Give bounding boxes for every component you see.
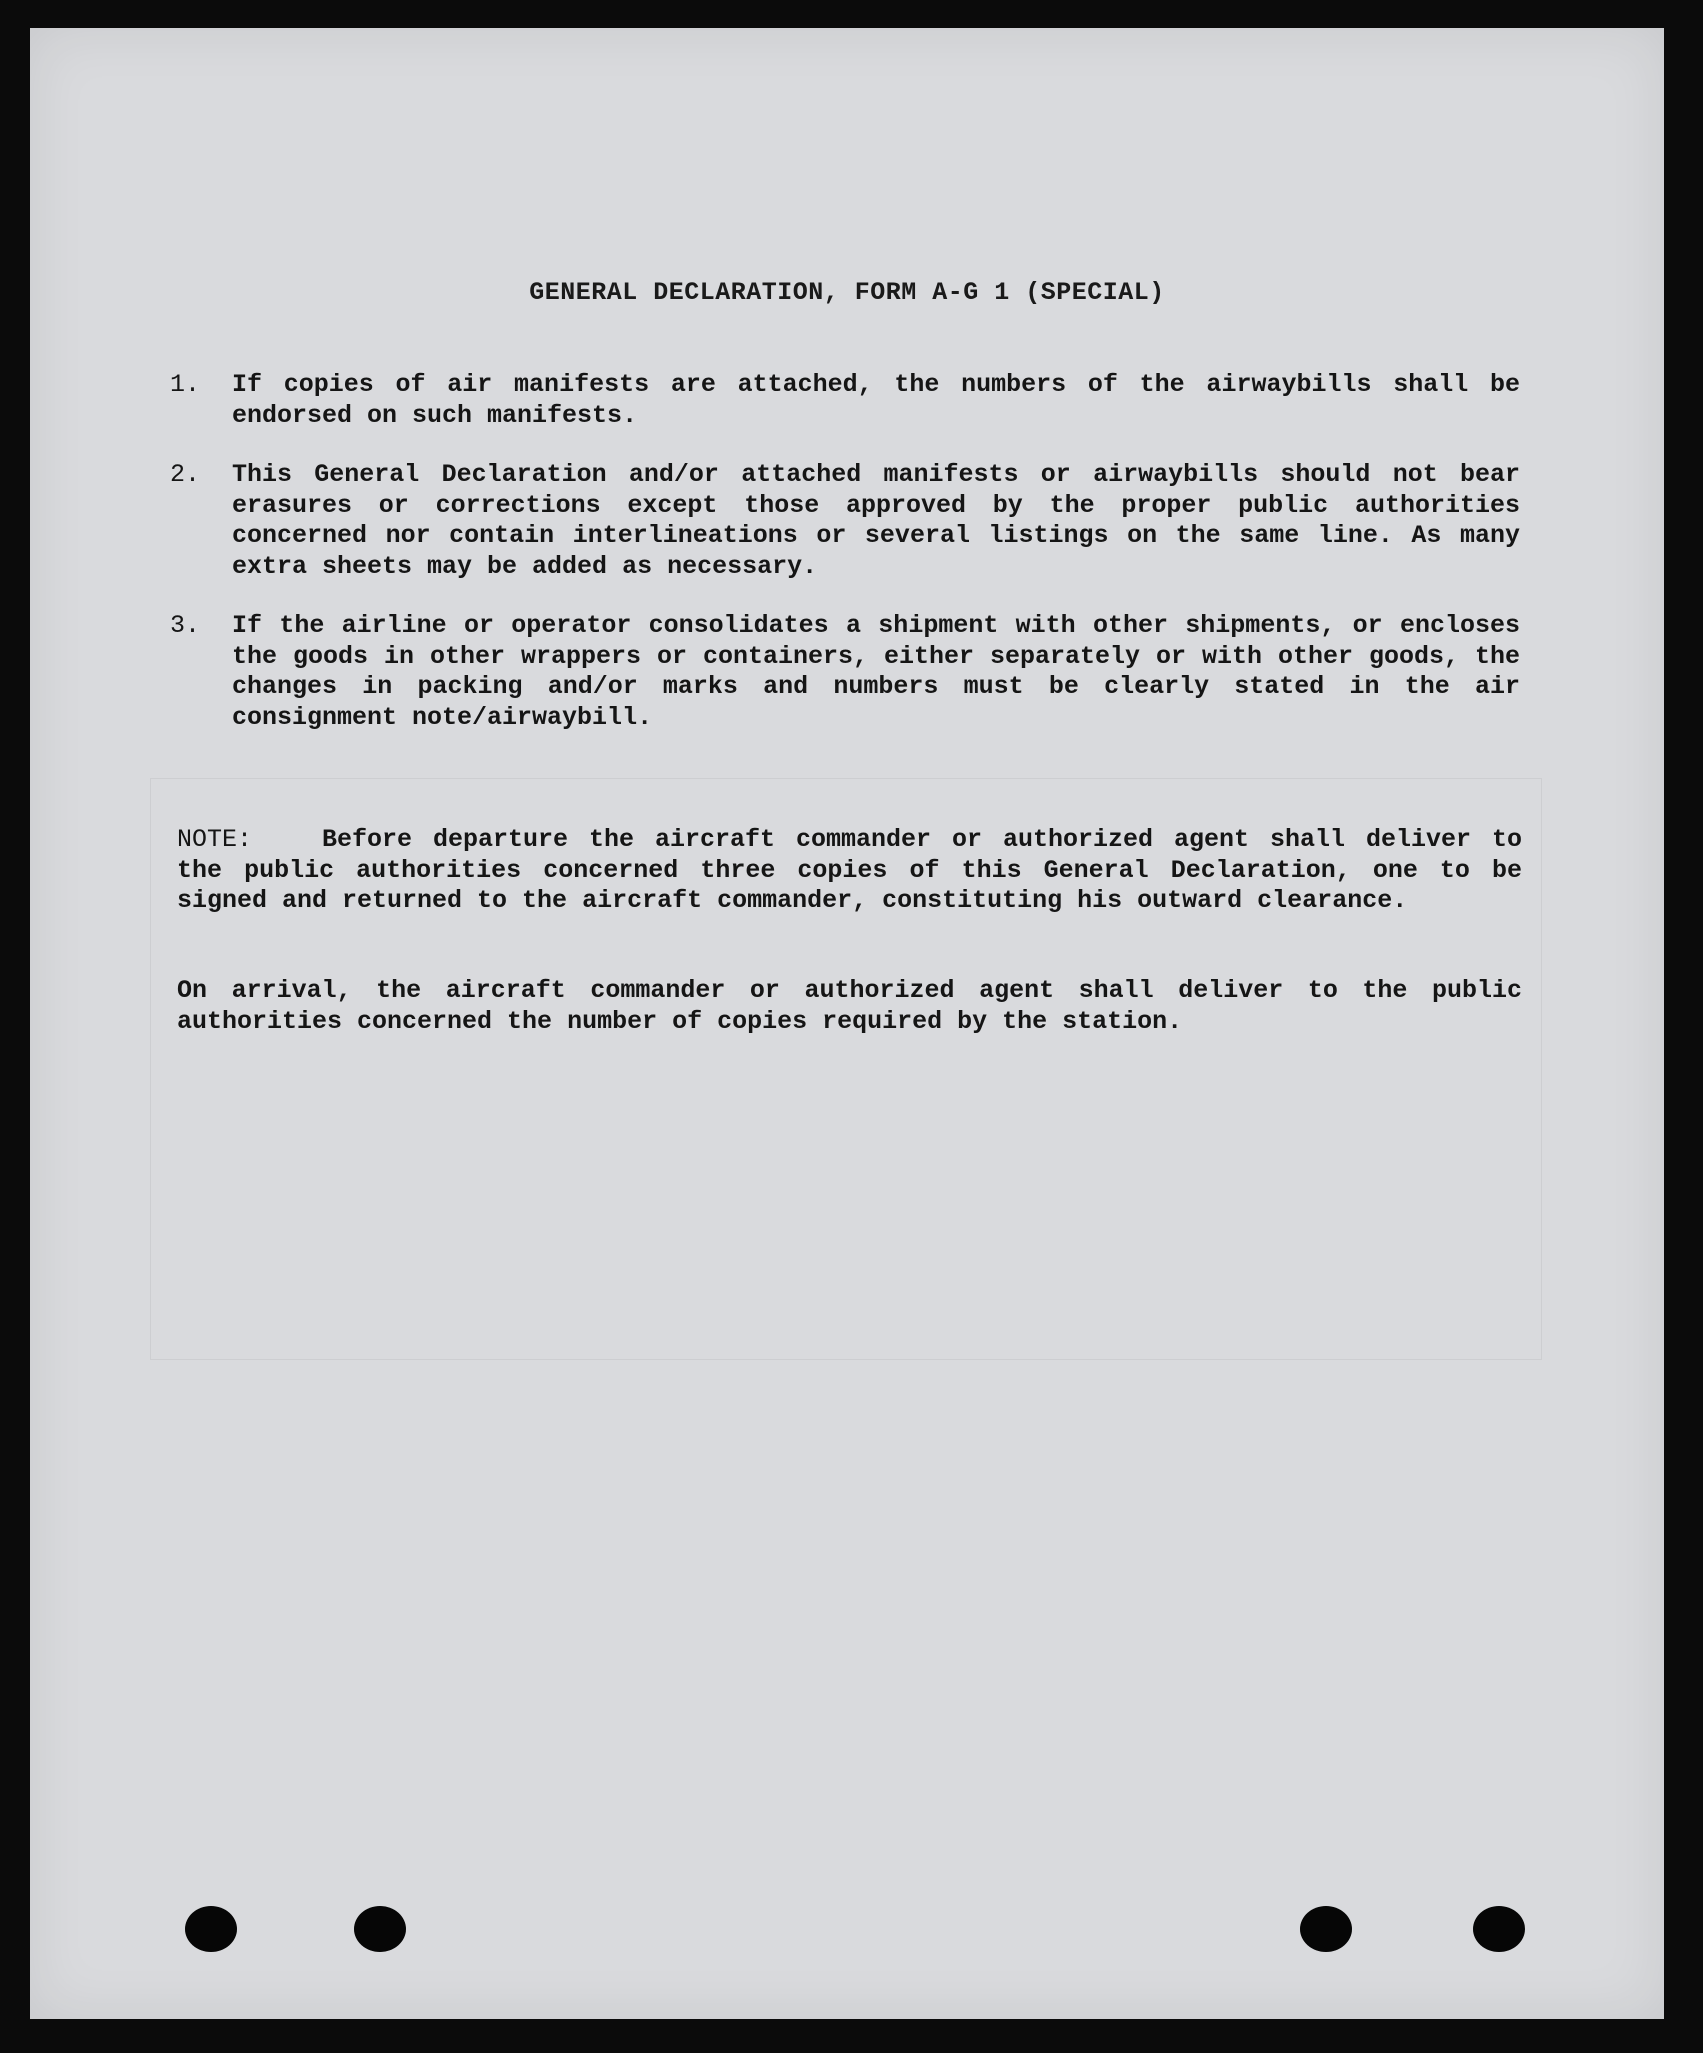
list-item xyxy=(170,460,1520,582)
note-text: Before departure the aircraft commander or authorized agent shall deliver to the public authorities concerned three copies of this General Declaration, one to be signed and returned to the aircraft commander, constituting his outward clearance. xyxy=(177,825,1522,915)
arrival-paragraph: On arrival, the aircraft commander or authorized agent shall deliver to the public authorities concerned the number of copies required by the station. xyxy=(177,976,1522,1036)
punch-hole xyxy=(354,1906,406,1952)
document-title: GENERAL DECLARATION, FORM A-G 1 (SPECIAL) xyxy=(529,278,1165,307)
punch-hole xyxy=(185,1906,237,1952)
list-item xyxy=(170,370,1520,431)
document-page xyxy=(30,28,1664,2019)
item-text: If copies of air manifests are attached, the numbers of the airwaybills shall be endorsed on such manifests. xyxy=(232,370,1520,430)
punch-hole xyxy=(1300,1906,1352,1952)
item-text: If the airline or operator consolidates a shipment with other shipments, or encloses the goods in other wrappers or containers, either separately or with other goods, the changes in packing and/or marks and numbers must be clearly stated in the air consignment note/airwaybill. xyxy=(232,611,1520,732)
instruction-list xyxy=(170,370,1520,762)
list-item xyxy=(170,611,1520,733)
punch-hole xyxy=(1473,1906,1525,1952)
item-number: 1. xyxy=(170,370,201,399)
item-text: This General Declaration and/or attached manifests or airwaybills should not bear erasures or corrections except those approved by the proper public authorities concerned nor contain interlineations or several listings on the same line. As many extra sheets may be added as necessary. xyxy=(232,460,1520,581)
note-paragraph xyxy=(177,825,1522,917)
item-number: 3. xyxy=(170,611,201,640)
note-label: NOTE: xyxy=(177,825,253,854)
item-number: 2. xyxy=(170,460,201,489)
